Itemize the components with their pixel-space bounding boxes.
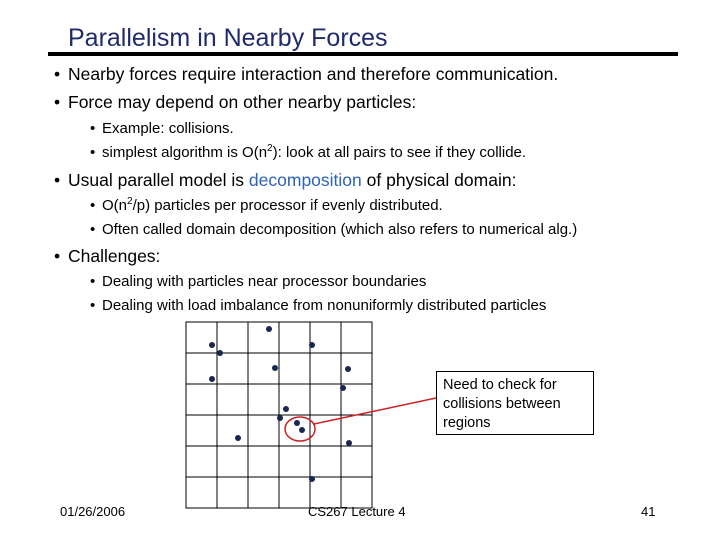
particle — [277, 415, 283, 421]
particle — [346, 440, 352, 446]
particle — [283, 406, 289, 412]
processor-grid — [186, 322, 372, 508]
slide-title: Parallelism in Nearby Forces — [68, 24, 388, 52]
sub-bullet-simplest-algorithm: • simplest algorithm is $O(n^2)$: look at all pairs to see if they collide. — [90, 143, 527, 161]
bullet-dot-icon: • — [90, 221, 96, 238]
callout-box: Need to check for collisions between regions — [436, 371, 594, 435]
bullet-dot-icon: • — [54, 246, 61, 266]
particles — [209, 326, 352, 482]
sub-bullet-collisions: • Example: collisions. — [90, 120, 234, 137]
highlight-decomposition: decomposition — [248, 170, 362, 190]
sub-bullet-domain-decomposition: • Often called domain decomposition (which also refers to numerical alg.) — [90, 221, 578, 238]
bullet-nearby-forces: • Nearby forces require interaction and therefore communication. — [54, 64, 559, 84]
particle — [209, 376, 215, 382]
bullet-usual-parallel-model: • Usual parallel model is decomposition of physical domain: — [54, 170, 517, 190]
bullet-challenges: • Challenges: — [54, 246, 161, 266]
bullet-dot-icon: • — [90, 273, 96, 290]
bullet-dot-icon: • — [54, 64, 61, 84]
bullet-dot-icon: • — [90, 197, 96, 214]
particle — [345, 366, 351, 372]
particle — [266, 326, 272, 332]
particle — [299, 427, 305, 433]
sub-bullet-load-imbalance: • Dealing with load imbalance from nonuniformly distributed particles — [90, 297, 547, 314]
particle — [309, 476, 315, 482]
particle — [294, 420, 300, 426]
particle — [235, 435, 241, 441]
footer-page-number: 41 — [641, 504, 656, 519]
bullet-dot-icon: • — [90, 297, 96, 314]
callout-pointer-line — [314, 398, 436, 424]
bullet-dot-icon: • — [90, 144, 96, 161]
particle — [209, 342, 215, 348]
particle — [272, 365, 278, 371]
footer-date: 01/26/2006 — [60, 504, 126, 519]
bullet-dot-icon: • — [54, 170, 61, 190]
footer-course: CS267 Lecture 4 — [308, 504, 406, 519]
particle — [309, 342, 315, 348]
particle — [340, 385, 346, 391]
sub-bullet-boundaries: • Dealing with particles near processor boundaries — [90, 273, 427, 290]
bullet-force-depend: • Force may depend on other nearby particles: — [54, 92, 417, 112]
bullet-dot-icon: • — [90, 120, 96, 137]
bullet-dot-icon: • — [54, 92, 61, 112]
particle — [217, 350, 223, 356]
sub-bullet-particles-per-processor: • $O(n^2/p)$ particles per processor if evenly distributed. — [90, 196, 443, 214]
